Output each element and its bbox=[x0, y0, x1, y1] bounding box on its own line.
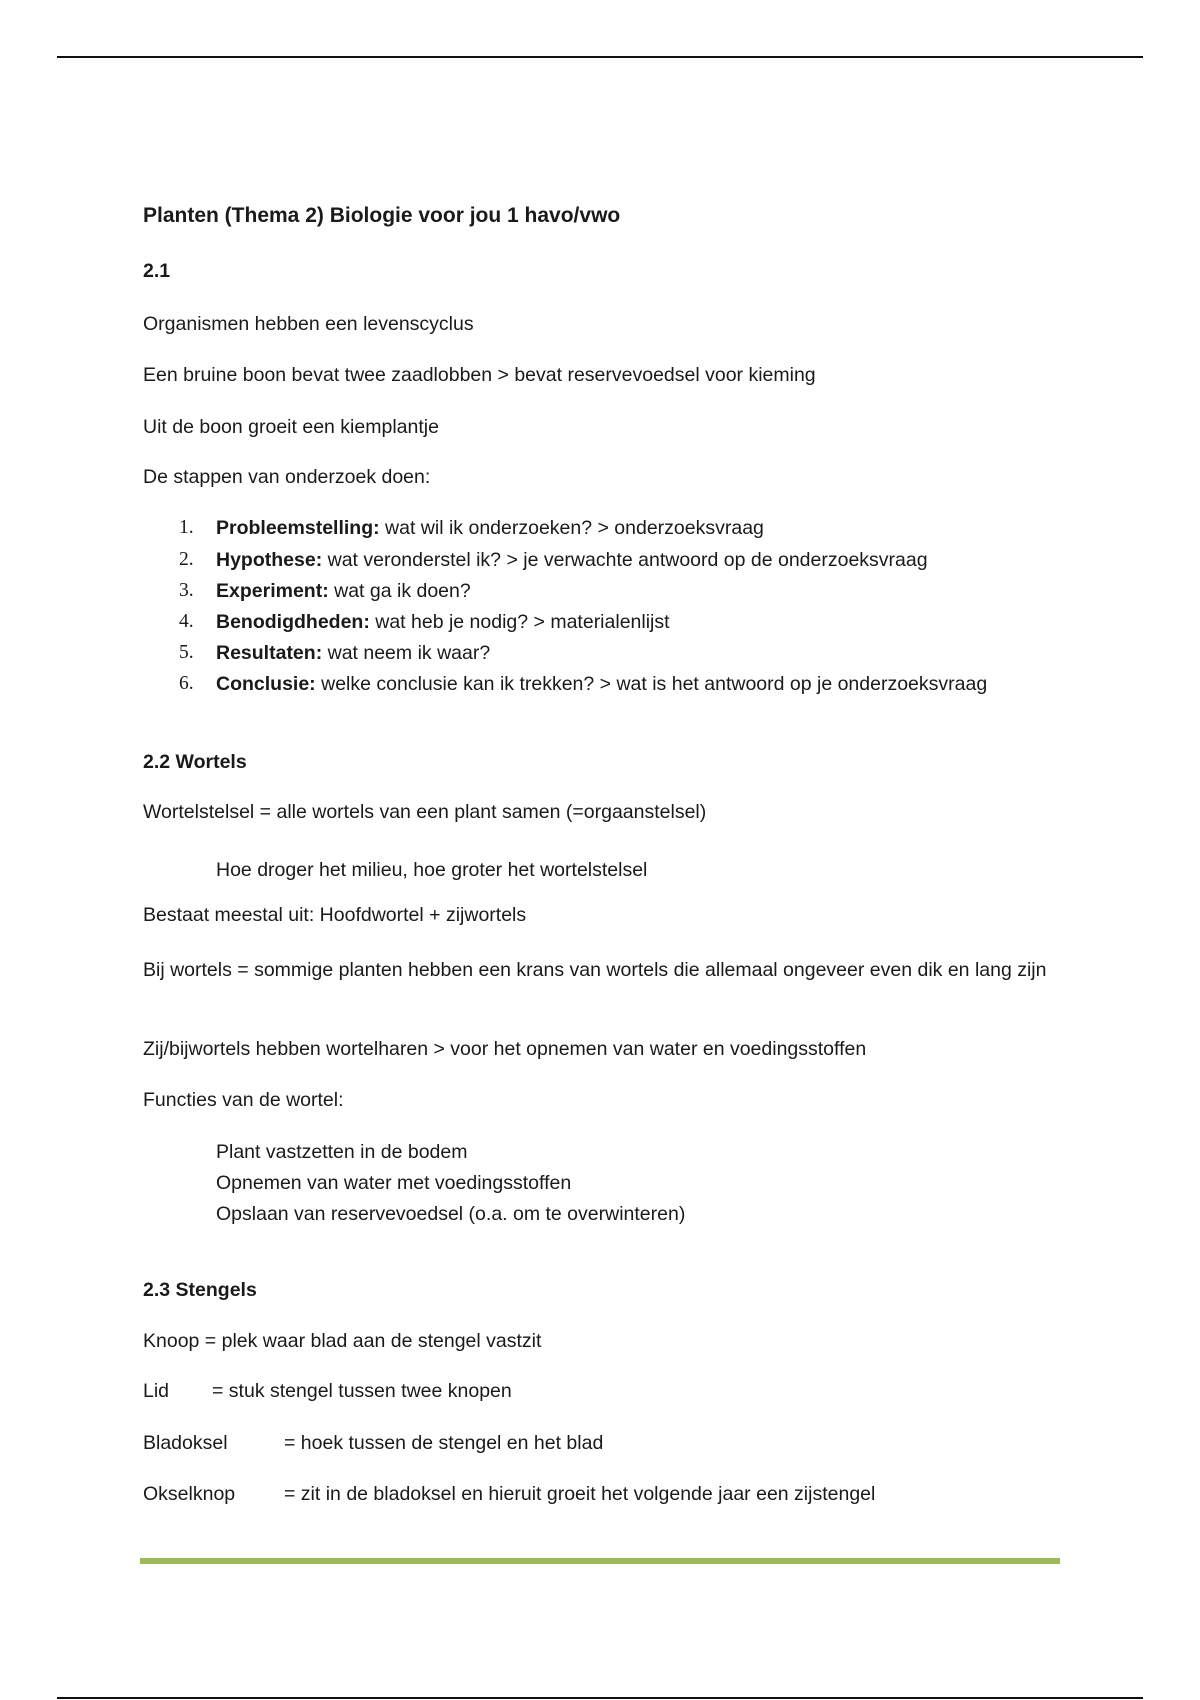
step-term: Probleemstelling: bbox=[216, 517, 380, 539]
definition-text: = zit in de bladoksel en hieruit groeit het volgende jaar een zijstengel bbox=[284, 1483, 876, 1505]
list-number: 3. bbox=[179, 580, 194, 601]
paragraph: Een bruine boon bevat twee zaadlobben > bevat reservevoedsel voor kieming bbox=[143, 364, 816, 386]
list-item: Plant vastzetten in de bodem bbox=[216, 1141, 468, 1163]
section-heading-2-3: 2.3 Stengels bbox=[143, 1279, 257, 1301]
definition-text: = hoek tussen de stengel en het blad bbox=[284, 1432, 604, 1454]
step-text: wat veronderstel ik? > je verwachte antwoord op de onderzoeksvraag bbox=[322, 549, 928, 571]
paragraph: Functies van de wortel: bbox=[143, 1089, 344, 1111]
definition-text: = stuk stengel tussen twee knopen bbox=[212, 1380, 512, 1402]
paragraph: De stappen van onderzoek doen: bbox=[143, 466, 431, 488]
list-number: 6. bbox=[179, 673, 194, 694]
step-text: wat heb je nodig? > materialenlijst bbox=[369, 611, 670, 633]
definition-row bbox=[143, 1328, 541, 1354]
definition-row bbox=[143, 1430, 603, 1456]
paragraph: Zij/bijwortels hebben wortelharen > voor het opnemen van water en voedingsstoffen bbox=[143, 1038, 867, 1060]
section-heading-2-1: 2.1 bbox=[143, 260, 171, 282]
list-number: 5. bbox=[179, 642, 194, 663]
footer-accent-bar bbox=[140, 1558, 1060, 1564]
step-text: wat ga ik doen? bbox=[328, 580, 471, 602]
step-term: Benodigdheden: bbox=[216, 611, 370, 633]
page-bottom-rule bbox=[57, 1697, 1143, 1699]
list-number: 4. bbox=[179, 611, 194, 632]
definition-row bbox=[143, 1378, 512, 1404]
paragraph: Uit de boon groeit een kiemplantje bbox=[143, 416, 439, 438]
list-item: Opslaan van reservevoedsel (o.a. om te overwinteren) bbox=[216, 1203, 686, 1225]
paragraph: Organismen hebben een levenscyclus bbox=[143, 313, 474, 335]
definition-row bbox=[143, 1481, 875, 1507]
step-text: welke conclusie kan ik trekken? > wat is het antwoord op je onderzoeksvraag bbox=[315, 673, 988, 695]
paragraph: Bij wortels = sommige planten hebben een krans van wortels die allemaal ongeveer even dik en lang zijn bbox=[143, 959, 1047, 981]
list-item: Opnemen van water met voedingsstoffen bbox=[216, 1172, 572, 1194]
page-top-rule bbox=[57, 56, 1143, 58]
definition-term: Knoop bbox=[143, 1330, 200, 1352]
definition-text: = plek waar blad aan de stengel vastzit bbox=[199, 1330, 542, 1352]
definition-term: Okselknop bbox=[143, 1483, 236, 1505]
step-term: Hypothese: bbox=[216, 549, 323, 571]
step-term: Experiment: bbox=[216, 580, 329, 602]
paragraph: Bestaat meestal uit: Hoofdwortel + zijwortels bbox=[143, 904, 527, 926]
list-number: 1. bbox=[179, 517, 194, 538]
step-term: Conclusie: bbox=[216, 673, 316, 695]
definition-term: Lid bbox=[143, 1380, 170, 1402]
definition-term: Bladoksel bbox=[143, 1432, 228, 1454]
step-text: wat wil ik onderzoeken? > onderzoeksvraag bbox=[379, 517, 764, 539]
step-text: wat neem ik waar? bbox=[322, 642, 491, 664]
document-title: Planten (Thema 2) Biologie voor jou 1 havo/vwo bbox=[143, 204, 621, 227]
list-number: 2. bbox=[179, 549, 194, 570]
section-heading-2-2: 2.2 Wortels bbox=[143, 751, 247, 773]
paragraph: Wortelstelsel = alle wortels van een plant samen (=orgaanstelsel) bbox=[143, 801, 707, 823]
indented-paragraph: Hoe droger het milieu, hoe groter het wortelstelsel bbox=[216, 859, 648, 881]
step-term: Resultaten: bbox=[216, 642, 323, 664]
